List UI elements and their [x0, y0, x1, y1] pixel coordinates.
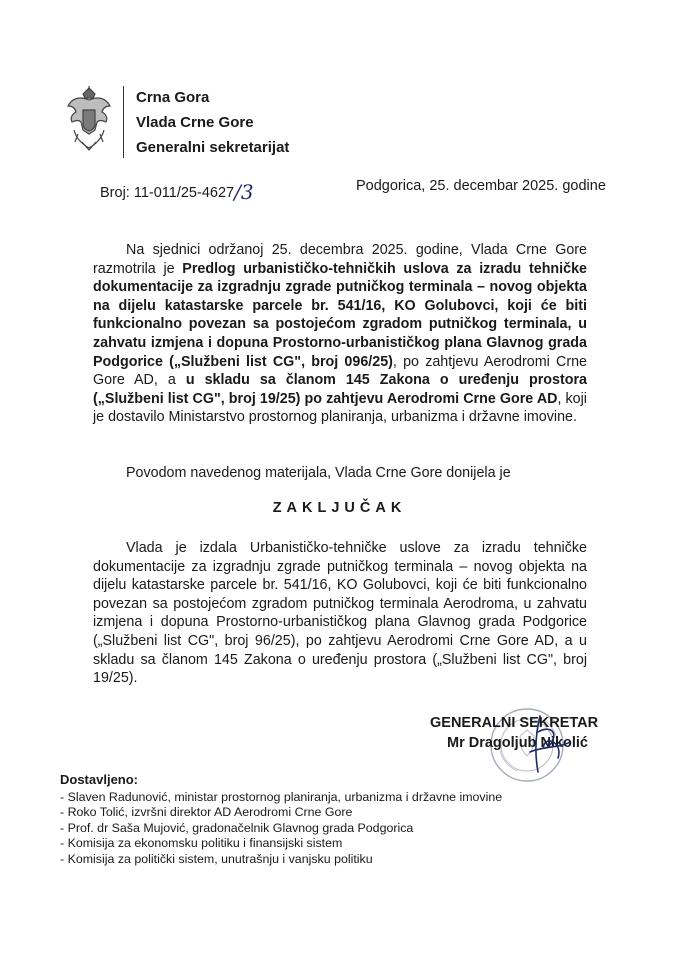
- reference-number-text: Broj: 11-011/25-4627: [100, 185, 235, 201]
- distribution-item: - Komisija za politički sistem, unutrašnju i vanjsku politiku: [60, 851, 373, 866]
- issuer-header: [136, 85, 289, 160]
- place-and-date: Podgorica, 25. decembar 2025. godine: [356, 178, 606, 194]
- header-divider: [123, 86, 124, 158]
- coat-of-arms-icon: [66, 86, 112, 152]
- reference-handwritten: /3: [234, 180, 254, 204]
- distribution-item: - Komisija za ekonomsku politiku i finansijski sistem: [60, 836, 343, 851]
- handwritten-signature-icon: [500, 712, 580, 782]
- header-country: Crna Gora: [136, 89, 210, 106]
- distribution-item: - Prof. dr Saša Mujović, gradonačelnik Glavnog grada Podgorica: [60, 820, 414, 835]
- reference-number: [100, 178, 254, 202]
- paragraph-conclusion: Vlada je izdala Urbanističko-tehničke uslove za izradu tehničke dokumentacije za izgradnju zgrade putničkog terminala – novog objekta na dijelu katastarske parcele br. 541/16, KO Golubovci, koji će biti funkcionalno povezan sa postojećom zgradom putničkog terminala Aerodroma, u zahvatu izmjena i dopuna Prostorno-urbanističkog plana Glavnog grada Podgorice („Službeni list CG", broj 96/25), po zahtjevu Aerodromi Crne Gore AD, a u skladu sa članom 145 Zakona o uređenju prostora („Službeni list CG", broj 19/25).: [93, 540, 587, 687]
- signatory-name: Mr Dragoljub Nikolić: [447, 735, 588, 751]
- paragraph-adopted: Povodom navedenog materijala, Vlada Crne Gore donijela je: [126, 465, 511, 481]
- distribution-item: - Roko Tolić, izvršni direktor AD Aerodromi Crne Gore: [60, 805, 353, 820]
- paragraph-intro-bold1: Predlog urbanističko-tehničkih uslova za izradu tehničke dokumentacije za izgradnju zgrade putničkog terminala – novog objekta na dijelu katastarske parcele br. 541/16, KO Golubovci, koji će biti funkcionalno povezan sa postojećom zgradom putničkog terminala, u zahvatu izmjena i dopuna Prostorno-urbanističkog plana Glavnog grada Podgorice („Službeni list CG", broj 096/25): [93, 260, 587, 370]
- paragraph-intro-bold2: u skladu sa članom 145 Zakona o uređenju prostora („Službeni list CG", broj 19/25) po zahtjevu Aerodromi Crne Gore AD: [93, 372, 587, 407]
- distribution-title: Dostavljeno:: [60, 772, 139, 787]
- distribution-item: - Slaven Radunović, ministar prostornog planiranja, urbanizma i državne imovine: [60, 789, 503, 804]
- signatory-title: GENERALNI SEKRETAR: [430, 715, 599, 731]
- document-title: ZAKLJUČAK: [272, 500, 407, 516]
- paragraph-intro-part3: , koji je dostavilo Ministarstvo prostornog planiranja, urbanizma i državne imovine.: [93, 390, 587, 426]
- distribution-list: [60, 772, 502, 868]
- paragraph-intro-part1: Na sjednici održanoj 25. decembra 2025. godine, Vlada Crne Gore razmotrila je: [93, 242, 587, 277]
- header-secretariat: Generalni sekretarijat: [136, 139, 290, 156]
- header-government: Vlada Crne Gore: [136, 114, 254, 131]
- paragraph-intro-part2: , po zahtjevu Aerodromi Crne Gore AD, a: [93, 353, 587, 389]
- paragraph-intro: [93, 241, 587, 427]
